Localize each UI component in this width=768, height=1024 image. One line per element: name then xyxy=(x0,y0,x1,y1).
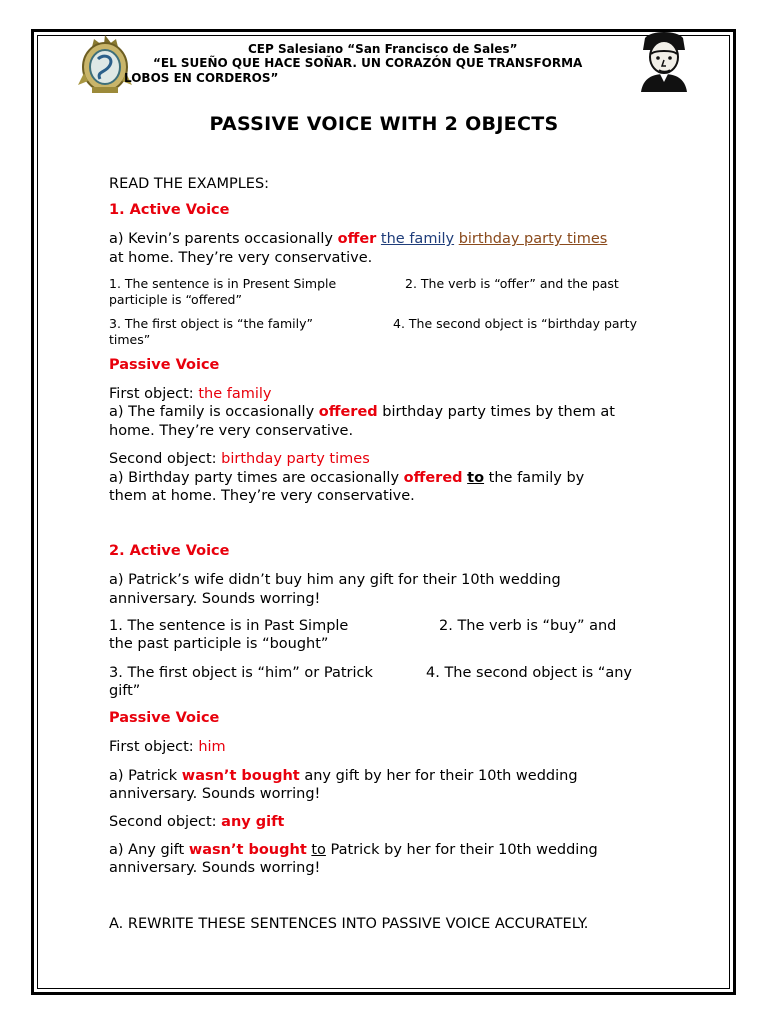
section2-active-sentence-line2: anniversary. Sounds worring! xyxy=(109,591,321,607)
first-object-value: him xyxy=(198,739,226,755)
first-object-highlight: the family xyxy=(380,231,455,247)
section1-second-passive-line2: them at home. They’re very conservative. xyxy=(109,488,415,504)
motto-line-1: “EL SUEÑO QUE HACE SOÑAR. UN CORAZÓN QUE TRANSFORMA xyxy=(153,56,583,70)
section2-second-passive-line1 xyxy=(109,841,598,860)
note-1-line2: the past participle is “bought” xyxy=(109,636,329,652)
verb-highlight: wasn’t bought xyxy=(188,842,307,858)
section2-first-passive-line1 xyxy=(109,767,578,786)
section1-second-object-label xyxy=(109,450,370,469)
second-object-highlight: birthday party times xyxy=(458,231,608,247)
sentence-prefix: a) Patrick xyxy=(109,768,182,784)
sentence-prefix: a) Any gift xyxy=(109,842,189,858)
note-4: 4. The second object is “any xyxy=(426,665,632,681)
section2-heading: 2. Active Voice xyxy=(109,543,230,559)
section2-first-passive-line2: anniversary. Sounds worring! xyxy=(109,786,321,802)
intro-text: READ THE EXAMPLES: xyxy=(109,176,270,192)
note-1-line2: participle is “offered” xyxy=(109,292,242,307)
note-2: 2. The verb is “offer” and the past xyxy=(405,276,619,291)
label-text: Second object: xyxy=(109,814,222,830)
section1-active-sentence-line1 xyxy=(109,230,607,249)
sentence-suffix: any gift by her for their 10th wedding xyxy=(299,768,578,784)
section1-second-passive-line1 xyxy=(109,469,584,488)
second-object-value: any gift xyxy=(221,814,285,830)
label-text: First object: xyxy=(109,386,199,402)
section2-passive-heading: Passive Voice xyxy=(109,710,220,726)
sentence-prefix: a) Kevin’s parents occasionally xyxy=(109,231,338,247)
sentence-prefix: a) The family is occasionally xyxy=(109,404,319,420)
verb-highlight: offer xyxy=(337,231,377,247)
note-3-line1: 3. The first object is “the family” xyxy=(109,316,313,331)
note-3-line2: gift” xyxy=(109,683,141,699)
verb-highlight: wasn’t bought xyxy=(181,768,300,784)
second-object-value: birthday party times xyxy=(221,451,370,467)
sentence-suffix: the family by xyxy=(484,470,585,486)
sentence-prefix: a) Birthday party times are occasionally xyxy=(109,470,404,486)
school-name: CEP Salesiano “San Francisco de Sales” xyxy=(248,42,518,56)
section1-first-passive-line1 xyxy=(109,403,615,422)
motto-line-2: LOBOS EN CORDEROS” xyxy=(124,71,279,85)
preposition-highlight: to xyxy=(467,470,485,486)
note-1-line1: 1. The sentence is in Present Simple xyxy=(109,276,337,291)
section1-heading: 1. Active Voice xyxy=(109,202,230,218)
section2-second-object-label xyxy=(109,813,284,832)
sentence-suffix: Patrick by her for their 10th wedding xyxy=(325,842,598,858)
preposition-highlight: to xyxy=(311,842,326,858)
section1-active-sentence-line2: at home. They’re very conservative. xyxy=(109,250,373,266)
label-text: Second object: xyxy=(109,451,222,467)
note-3-line2: times” xyxy=(109,332,151,347)
section2-active-sentence-line1: a) Patrick’s wife didn’t buy him any gift for their 10th wedding xyxy=(109,572,561,588)
verb-highlight: offered xyxy=(318,404,378,420)
section1-passive-heading: Passive Voice xyxy=(109,357,220,373)
note-1-line1: 1. The sentence is in Past Simple xyxy=(109,618,349,634)
verb-highlight: offered xyxy=(403,470,463,486)
note-2: 2. The verb is “buy” and xyxy=(439,618,617,634)
sentence-suffix: birthday party times by them at xyxy=(377,404,615,420)
section2-first-object-label xyxy=(109,738,226,757)
founder-portrait-icon xyxy=(637,30,691,92)
section1-first-passive-line2: home. They’re very conservative. xyxy=(109,423,354,439)
page-title: PASSIVE VOICE WITH 2 OBJECTS xyxy=(209,113,559,135)
note-3-line1: 3. The first object is “him” or Patrick xyxy=(109,665,373,681)
note-4: 4. The second object is “birthday party xyxy=(393,316,637,331)
school-crest-icon xyxy=(74,33,136,97)
section1-first-object-label xyxy=(109,385,271,404)
label-text: First object: xyxy=(109,739,199,755)
section2-second-passive-line2: anniversary. Sounds worring! xyxy=(109,860,321,876)
exercise-heading: A. REWRITE THESE SENTENCES INTO PASSIVE VOICE ACCURATELY. xyxy=(109,916,589,932)
first-object-value: the family xyxy=(198,386,272,402)
